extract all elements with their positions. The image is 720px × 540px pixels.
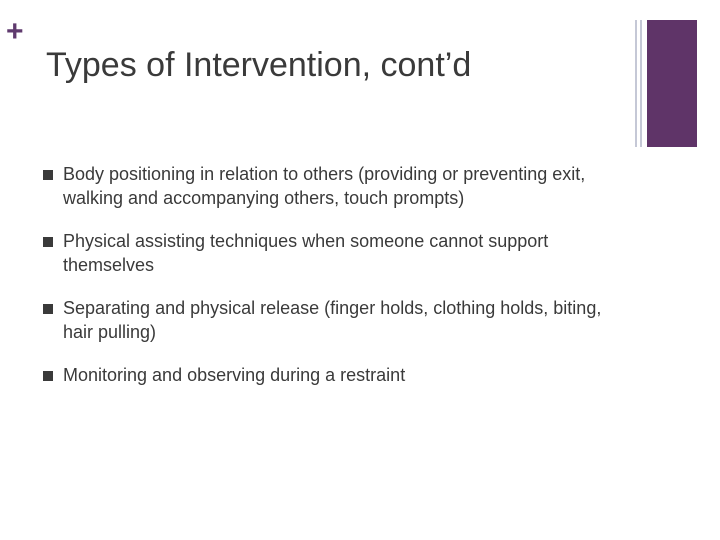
square-bullet-icon [43, 170, 53, 180]
square-bullet-icon [43, 237, 53, 247]
decorative-line [640, 20, 642, 147]
square-bullet-icon [43, 304, 53, 314]
bullet-text: Body positioning in relation to others (providing or preventing exit, walking and accompanying others, touch prompts) [63, 164, 586, 208]
bullet-item [40, 363, 620, 387]
bullet-item [40, 229, 620, 277]
square-bullet-icon [43, 371, 53, 381]
decorative-lines [634, 20, 646, 147]
bullet-text: Monitoring and observing during a restraint [63, 365, 406, 385]
bullet-text: Separating and physical release (finger holds, clothing holds, biting, hair pulling) [63, 298, 602, 342]
bullet-item [40, 296, 620, 344]
decorative-accent-block [647, 20, 697, 147]
bullet-list [40, 162, 620, 406]
plus-icon: + [6, 15, 24, 48]
bullet-text: Physical assisting techniques when someone cannot support themselves [63, 231, 549, 275]
slide-title: Types of Intervention, cont’d [46, 46, 472, 84]
decorative-line [635, 20, 637, 147]
bullet-item [40, 162, 620, 210]
